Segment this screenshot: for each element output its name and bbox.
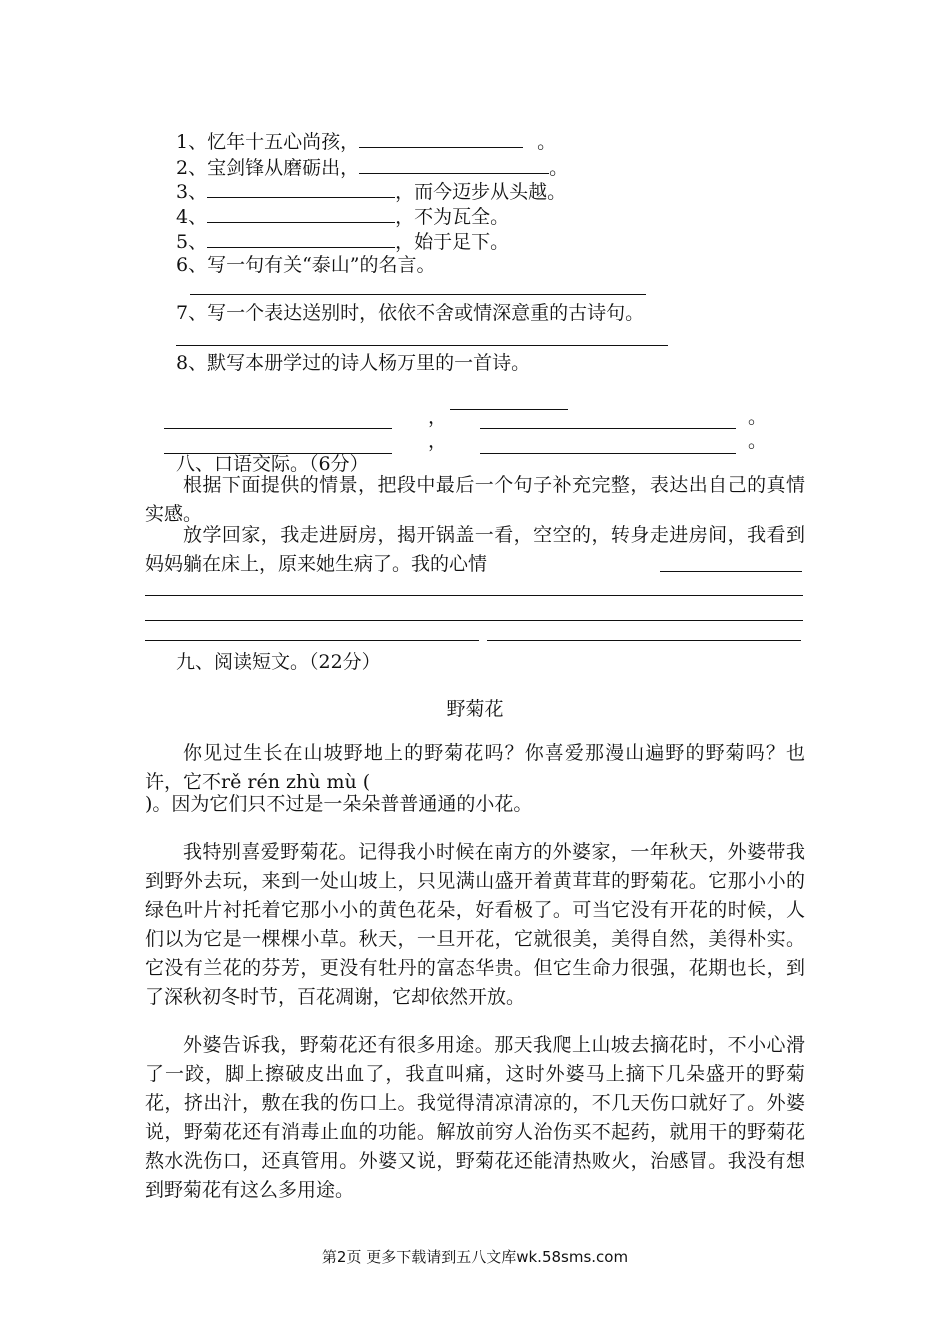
feeling-answer-line-3b[interactable] bbox=[487, 640, 801, 641]
answer-blank-1[interactable] bbox=[359, 127, 523, 148]
question-3: 3、 ，而今迈步从头越。 bbox=[176, 177, 566, 205]
feeling-answer-line-3a[interactable] bbox=[145, 640, 479, 641]
section-8-heading: 八、口语交际。（6分） bbox=[176, 453, 369, 475]
poem-line-1a[interactable] bbox=[164, 428, 392, 429]
answer-blank-2[interactable] bbox=[359, 153, 549, 174]
passage-paragraph-3: 外婆告诉我，野菊花还有很多用途。那天我爬上山坡去摘花时，不小心滑了一跤，脚上擦破皮出血了，我直叫痛，这时外婆马上摘下几朵盛开的野菊花，挤出汁，敷在我的伤口上。我觉得清凉清凉的，不几天伤口就好了。外婆说，野菊花还有消毒止血的功能。解放前穷人治伤买不起药，就用干的野菊花熬水洗伤口，还真管用。外婆又说，野菊花还能清热败火，治感冒。我没有想到野菊花有这么多用途。 bbox=[145, 1034, 805, 1201]
question-6: 6、写一句有关“泰山”的名言。 bbox=[176, 254, 436, 276]
page-footer: 第2页 更多下载请到五八文库wk.58sms.com bbox=[321, 1248, 629, 1266]
answer-line-6[interactable] bbox=[190, 294, 646, 295]
poem-comma-2: ， bbox=[428, 430, 448, 452]
poem-line-1b[interactable] bbox=[450, 409, 568, 410]
question-5: 5、 ，始于足下。 bbox=[176, 227, 509, 255]
question-4: 4、 ，不为瓦全。 bbox=[176, 202, 509, 230]
section-9-heading: 九、阅读短文。（22分） bbox=[176, 651, 381, 673]
passage-paragraph-1-cont: )。因为它们只不过是一朵朵普普通通的小花。 bbox=[145, 793, 533, 815]
feeling-answer-line-1[interactable] bbox=[145, 595, 803, 596]
answer-line-7[interactable] bbox=[176, 345, 668, 346]
question-1: 1、忆年十五心尚孩， 。 bbox=[176, 127, 556, 155]
poem-line-1c[interactable] bbox=[480, 428, 736, 429]
poem-period-2: 。 bbox=[748, 430, 768, 452]
question-2: 2、宝剑锋从磨砺出， 。 bbox=[176, 153, 568, 181]
poem-period-1: 。 bbox=[748, 406, 768, 428]
passage-paragraph-1: 你见过生长在山坡野地上的野菊花吗？你喜爱那漫山遍野的野菊吗？也许，它不rě rén zhù mù ( bbox=[145, 742, 805, 793]
feeling-answer-line-0[interactable] bbox=[660, 571, 802, 572]
answer-blank-4[interactable] bbox=[207, 202, 395, 223]
poem-line-2b[interactable] bbox=[480, 453, 736, 454]
passage-paragraph-2: 我特别喜爱野菊花。记得我小时候在南方的外婆家，一年秋天，外婆带我到野外去玩，来到一处山坡上，只见满山盛开着黄茸茸的野菊花。它那小小的绿色叶片衬托着它那小小的黄色花朵，好看极了。可当它没有开花的时候，人们以为它是一棵棵小草。秋天，一旦开花，它就很美，美得自然，美得朴实。它没有兰花的芬芳，更没有牡丹的富态华贵。但它生命力很强，花期也长，到了深秋初冬时节，百花凋谢，它却依然开放。 bbox=[145, 841, 805, 1008]
passage-title: 野菊花 bbox=[446, 698, 504, 720]
poem-comma-1: ， bbox=[428, 406, 448, 428]
question-7: 7、写一个表达送别时，依依不舍或情深意重的古诗句。 bbox=[176, 302, 645, 324]
answer-blank-3[interactable] bbox=[207, 177, 395, 198]
answer-blank-5[interactable] bbox=[207, 227, 395, 248]
question-8: 8、默写本册学过的诗人杨万里的一首诗。 bbox=[176, 352, 531, 374]
feeling-answer-line-2[interactable] bbox=[145, 620, 803, 621]
section-8-scenario: 放学回家，我走进厨房，揭开锅盖一看，空空的，转身走进房间，我看到妈妈躺在床上，原来她生病了。我的心情 bbox=[145, 524, 805, 575]
section-8-instruction: 根据下面提供的情景，把段中最后一个句子补充完整，表达出自己的真情实感。 bbox=[145, 474, 805, 525]
